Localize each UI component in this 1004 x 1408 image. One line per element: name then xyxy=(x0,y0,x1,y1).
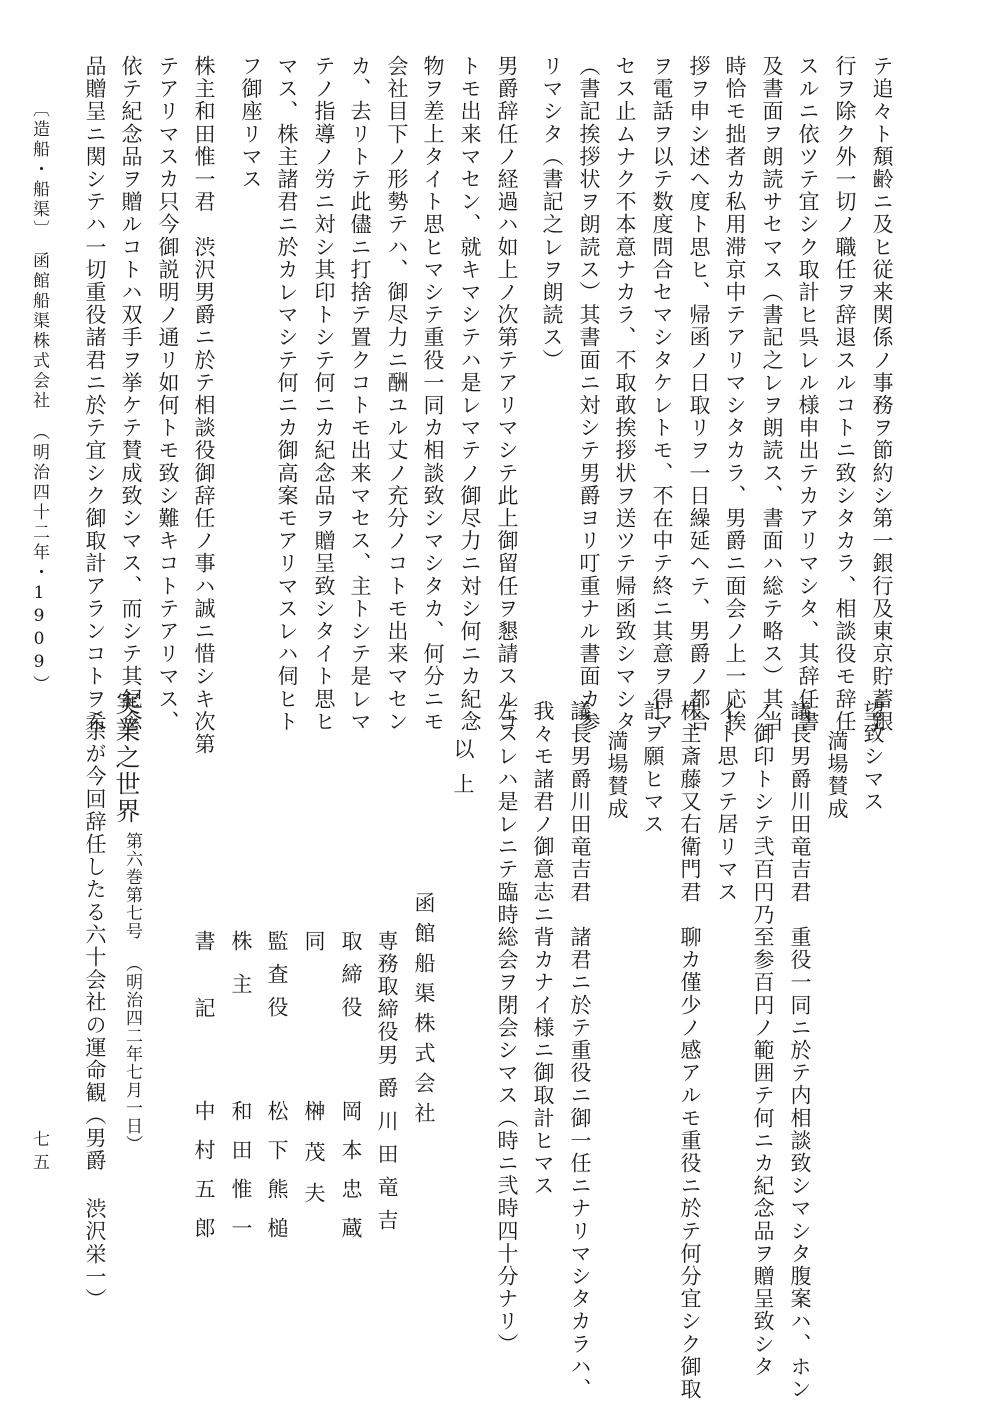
text-column: 議長男爵川田竜吉君 諸君ニ於テ重役ニ御一任ニナリマシタカラハ、 xyxy=(568,700,592,1401)
officer-role: 書記 xyxy=(192,930,216,1064)
text-column: セス止ムナク不本意ナカラ、不取敢挨拶状ヲ送ツテ帰函致シマシタ xyxy=(613,55,637,733)
text-column: トモ出来マセン、就キマシテハ是レマテノ御尽力ニ対シ何ニカ紀念 xyxy=(458,55,482,733)
issue-number: 第六巻第七号 xyxy=(122,832,142,940)
text-column: テ追々ト頽齢ニ及ヒ従来関係ノ事務ヲ節約シ第一銀行及東京貯蓄銀 xyxy=(870,55,894,733)
text-column: テノ指導ノ労ニ対シ其印トシテ何ニカ紀念品ヲ贈呈致シタイト思ヒ xyxy=(312,55,336,733)
text-column: 品贈呈ニ関シテハ一切重役諸君ニ於テ宜シク御取計アランコトヲ希 xyxy=(83,55,107,733)
text-column: リマシタ（書記之レヲ朗読ス） xyxy=(540,55,564,372)
officer-name: 榊茂夫 xyxy=(302,1100,326,1223)
text-column: 計ヲ願ヒマス xyxy=(641,700,665,836)
text-column: 左スレハ是レニテ臨時総会ヲ閉会シマス（時ニ弐時四十分ナリ） xyxy=(495,700,519,1356)
officer-role: 同 xyxy=(302,930,326,953)
text-column: ノ御印トシテ弐百円乃至参百円ノ範囲テ何ニカ紀念品ヲ贈呈致シタ xyxy=(751,700,775,1378)
officer-name: 松下熊槌 xyxy=(265,1100,289,1256)
text-column: 満場賛成 xyxy=(825,730,849,821)
page-number: 七五 xyxy=(29,1130,49,1176)
text-column: 依テ紀念品ヲ贈ルコトハ双手ヲ挙ケテ賛成致シマス、而シテ其紀念 xyxy=(119,55,143,733)
text-column: 行ヲ除ク外一切ノ職任ヲ辞退スルコトニ致シタカラ、相談役モ辞任 xyxy=(833,55,857,733)
text-column: 物ヲ差上タイト思ヒマシテ重役一同カ相談致シマシタカ、何分ニモ xyxy=(421,55,445,733)
text-column: 時恰モ拙者カ私用滞京中テアリマシタカラ、男爵ニ面会ノ上一応挨 xyxy=(723,55,747,733)
company-name: 函館船渠株式会社 xyxy=(412,892,436,1132)
text-column: マス、株主諸君ニ於カレマシテ何ニカ御高案モアリマスレハ伺ヒト xyxy=(275,55,299,733)
text-column: 男爵辞任ノ経過ハ如上ノ次第テアリマシテ此上御留任ヲ懇請スルコ xyxy=(495,55,519,733)
text-column: 我々モ諸君ノ御意志ニ背カナイ様ニ御取計ヒマス xyxy=(531,700,555,1198)
officer-name: 岡本忠蔵 xyxy=(339,1100,363,1256)
text-column: 株主斎藤又右衛門君 聊カ僅少ノ感アルモ重役ニ於テ何分宜シク御取 xyxy=(678,700,702,1401)
text-column: スルニ依ツテ宜シク取計ヒ呉レル様申出テカアリマシタ、其辞任書 xyxy=(796,55,820,733)
officer-name: 中村五郎 xyxy=(192,1100,216,1256)
text-column: 拶ヲ申シ述ヘ度ト思ヒ、帰函ノ日取リヲ一日繰延ヘテ、男爵ノ都合 xyxy=(687,55,711,733)
text-column: フ御座リマス xyxy=(239,55,263,191)
officer-role: 株主 xyxy=(229,930,253,1016)
officer-role: 取締役 xyxy=(339,930,363,1029)
text-column: 株主和田惟一君 渋沢男爵ニ於テ相談役御辞任ノ事ハ誠ニ惜シキ次第 xyxy=(192,55,216,756)
article-title: 余が今回辞任したる六十会社の運命観（男爵 渋沢栄一） xyxy=(83,720,107,1311)
source-line: 〔造船・船渠〕 函館船渠株式会社 （明治四十二年・1909） xyxy=(29,100,49,695)
text-column: （書記挨拶状ヲ朗読ス）其書面ニ対シテ男爵ヨリ叮重ナル書面カ参 xyxy=(577,55,601,733)
text-column: テアリマスカ只今御説明ノ通リ如何トモ致シ難キコトテアリマス、 xyxy=(156,55,180,733)
officer-name: 男爵川田竜吉 xyxy=(375,1044,399,1242)
magazine-title: 実業之世界 xyxy=(112,690,141,825)
text-column: カ、去リトテ此儘ニ打捨テ置クコトモ出来マセス、主トシテ是レマ xyxy=(348,55,372,733)
officer-name: 和田惟一 xyxy=(229,1100,253,1256)
text-column: 望致シマス xyxy=(861,700,885,813)
officer-role: 専務取締役 xyxy=(375,930,399,1043)
text-column: 以上 xyxy=(451,738,475,808)
issue-date: （明治四二年七月一日） xyxy=(122,955,142,1153)
text-column: 議長男爵川田竜吉君 重役一同ニ於テ内相談致シマシタ腹案ハ、ホン xyxy=(788,700,812,1401)
text-column: ヲ電話ヲ以テ数度問合セマシタケレトモ、不在中テ終ニ其意ヲ得マ xyxy=(650,55,674,733)
text-column: イト思フテ居リマス xyxy=(715,700,739,904)
text-column: 及書面ヲ朗読サセマス（書記之レヲ朗読ス、書面ハ総テ略ス）其当 xyxy=(760,55,784,733)
officer-role: 監査役 xyxy=(265,930,289,1029)
text-column: 会社目下ノ形勢テハ、御尽力ニ酬ユル丈ノ充分ノコトモ出来マセン xyxy=(385,55,409,733)
text-column: 満場賛成 xyxy=(605,730,629,821)
